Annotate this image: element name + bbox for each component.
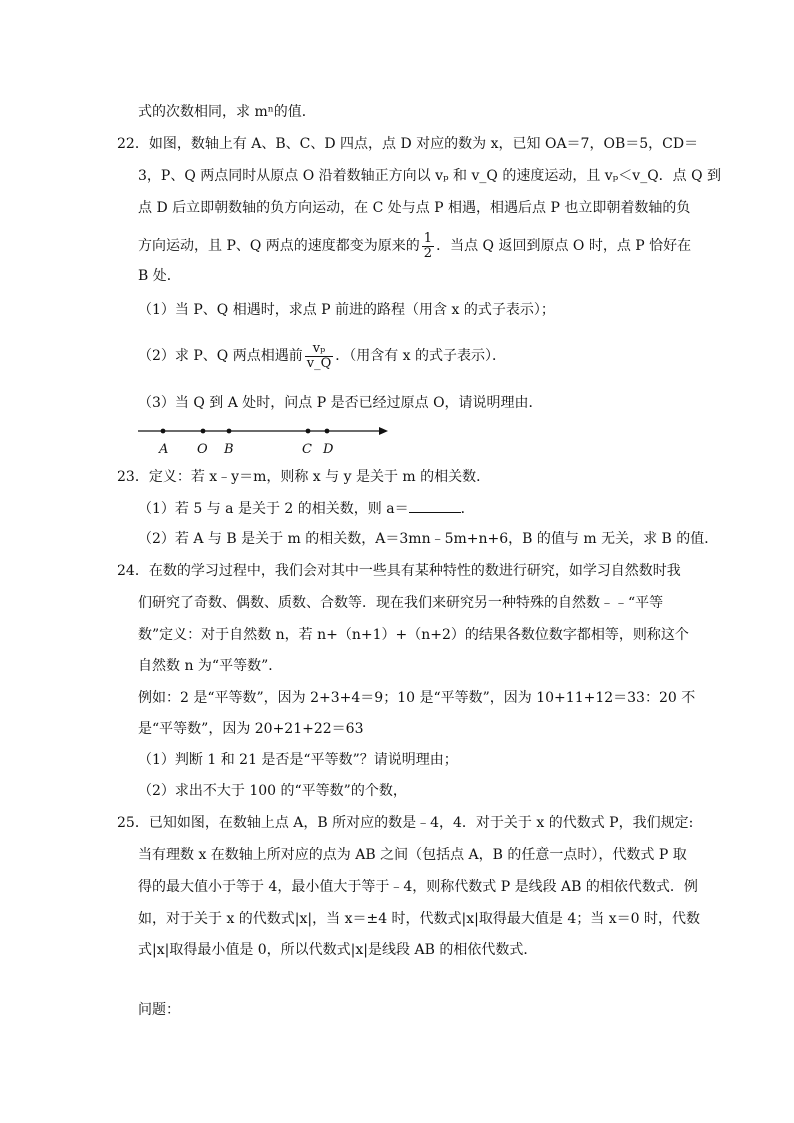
q23-sub-1b: ． — [460, 501, 475, 517]
q24-sub-2: （2）求出不大于 100 的“平等数”的个数， — [138, 783, 407, 799]
one-half-fraction — [422, 232, 434, 261]
ratio-denominator: v_Q — [306, 355, 332, 371]
q25-line-5: 式|x|取得最小值是 0，所以代数式|x|是线段 AB 的相依代数式． — [138, 942, 538, 958]
label-a: A — [159, 442, 169, 457]
q24-line-3: 数”定义：对于自然数 n，若 n+（n+1）+（n+2）的结果各数位数字都相等，则称这个 — [138, 627, 689, 643]
point-c-dot — [306, 429, 311, 434]
q22-line-1: 22．如图，数轴上有 A、B、C、D 四点，点 D 对应的数为 x，已知 OA＝7，OB＝5，CD＝ — [117, 136, 699, 152]
q22-line-5: B 处． — [138, 268, 181, 284]
label-b: B — [224, 442, 234, 457]
answer-blank — [409, 498, 461, 513]
q22-line-4b: ．当点 Q 返回到原点 O 时，点 P 恰好在 — [436, 238, 692, 254]
q24-example-1: 例如：2 是“平等数”，因为 2+3+4＝9；10 是“平等数”，因为 10+11+12＝33：20 不 — [138, 690, 696, 706]
q23-sub-1a: （1）若 5 与 a 是关于 2 的相关数，则 a＝ — [138, 501, 409, 517]
q22-sub-2 — [138, 338, 506, 374]
q24-line-1: 24．在数的学习过程中，我们会对其中一些具有某种特性的数进行研究，如学习自然数时我 — [117, 563, 681, 579]
q22-line-2: 3，P、Q 两点同时从原点 O 沿着数轴正方向以 vₚ 和 v_Q 的速度运动，且 vₚ＜v_Q．点 Q 到 — [138, 168, 722, 184]
q24-example-2: 是“平等数”，因为 20+21+22＝63 — [138, 721, 364, 737]
label-o: O — [197, 442, 208, 457]
fraction-denominator: 2 — [423, 245, 433, 261]
q25-line-2: 当有理数 x 在数轴上所对应的点为 AB 之间（包括点 A，B 的任意一点时），代数式 P 取 — [138, 847, 687, 863]
q25-question-heading: 问题： — [138, 1002, 180, 1018]
fraction-numerator: 1 — [423, 230, 433, 246]
continuation-line: 式的次数相同，求 mⁿ的值． — [138, 104, 316, 120]
point-b-dot — [227, 429, 232, 434]
q22-sub-1: （1）当 P、Q 相遇时，求点 P 前进的路程（用含 x 的式子表示）； — [138, 302, 555, 318]
q25-line-1: 25．已知如图，在数轴上点 A，B 所对应的数是﹣4，4．对于关于 x 的代数式 P，我们规定: — [117, 815, 694, 831]
q23-sub-1 — [138, 498, 475, 519]
q24-line-4: 自然数 n 为“平等数”． — [138, 658, 283, 674]
ratio-numerator: vₚ — [305, 342, 334, 357]
point-o-dot — [201, 429, 206, 434]
q23-sub-2: （2）若 A 与 B 是关于 m 的相关数，A＝3mn﹣5m+n+6，B 的值与 m 无关，求 B 的值． — [138, 531, 719, 547]
q25-line-4: 如，对于关于 x 的代数式|x|，当 x＝±4 时，代数式|x|取得最大值是 4；当 x＝0 时，代数 — [138, 911, 700, 927]
q24-sub-1: （1）判断 1 和 21 是否是“平等数”？请说明理由； — [138, 752, 458, 768]
q25-line-3: 得的最大值小于等于 4，最小值大于等于﹣4，则称代数式 P 是线段 AB 的相依代数式．例 — [138, 879, 698, 895]
label-d: D — [323, 442, 334, 457]
q22-line-4a: 方向运动，且 P、Q 两点的速度都变为原来的 — [138, 238, 420, 254]
point-a-dot — [161, 429, 166, 434]
velocity-ratio-fraction — [305, 342, 334, 371]
q22-line-4 — [138, 228, 691, 264]
q22-line-3: 点 D 后立即朝数轴的负方向运动，在 C 处与点 P 相遇，相遇后点 P 也立即朝着数轴的负 — [138, 200, 691, 216]
q22-sub-2b: ．（用含有 x 的式子表示）． — [335, 348, 507, 364]
label-c: C — [302, 442, 312, 457]
q24-line-2: 们研究了奇数、偶数、质数、合数等．现在我们来研究另一种特殊的自然数﹣﹣“平等 — [138, 595, 664, 611]
axis-arrow-icon — [379, 427, 388, 435]
q22-sub-2a: （2）求 P、Q 两点相遇前 — [138, 348, 303, 364]
number-line-figure — [136, 418, 396, 460]
point-d-dot — [325, 429, 330, 434]
q22-sub-3: （3）当 Q 到 A 处时，问点 P 是否已经过原点 O，请说明理由． — [138, 395, 543, 411]
q23-line-1: 23．定义：若 x﹣y＝m，则称 x 与 y 是关于 m 的相关数． — [117, 469, 491, 485]
